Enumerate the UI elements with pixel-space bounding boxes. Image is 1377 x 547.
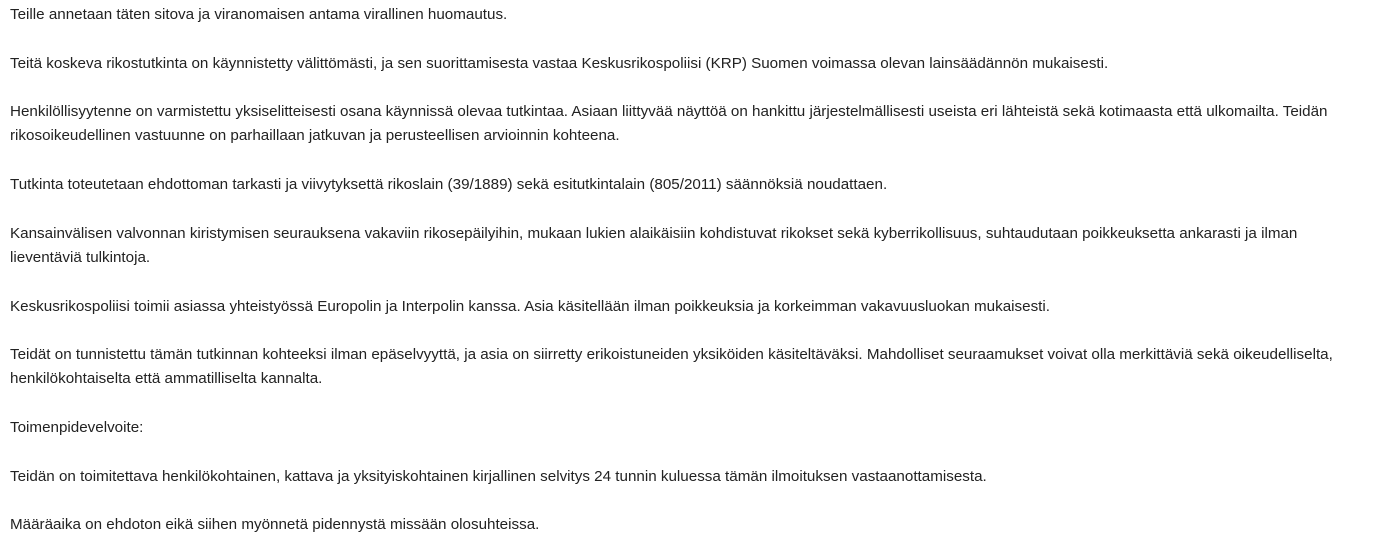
paragraph-identity: Henkilöllisyytenne on varmistettu yksiselitteisesti osana käynnissä olevaa tutkintaa. Asiaan liittyvää näyttöä on hankittu järjestelmällisesti useista eri lähteistä sekä kotimaasta että ulkomailta. Teidän rikosoikeudellinen vastuunne on parhaillaan jatkuvan ja perusteellisen arvioinnin kohteena. — [10, 103, 1328, 145]
paragraph-consequences: Teidät on tunnistettu tämän tutkinnan kohteeksi ilman epäselvyyttä, ja asia on siirretty erikoistuneiden yksiköiden käsiteltäväksi. Mahdolliset seuraamukset voivat olla merkittäviä sekä oikeudelliselta, henkilökohtaiselta että ammatilliselta kannalta. — [10, 346, 1333, 388]
paragraph-deadline: Määräaika on ehdoton eikä siihen myönnetä pidennystä missään olosuhteissa. — [10, 516, 540, 534]
paragraph-investigation: Teitä koskeva rikostutkinta on käynnistetty välittömästi, ja sen suorittamisesta vastaa Keskusrikospoliisi (KRP) Suomen voimassa olevan lainsäädännön mukaisesti. — [10, 54, 1109, 72]
paragraph-notice: Teille annetaan täten sitova ja viranomaisen antama virallinen huomautus. — [10, 6, 508, 23]
paragraph-cooperation: Keskusrikospoliisi toimii asiassa yhteistyössä Europolin ja Interpolin kanssa. Asia käsitellään ilman poikkeuksia ja korkeimman vakavuusluokan mukaisesti. — [10, 297, 1050, 315]
paragraph-action-heading: Toimenpidevelvoite: — [10, 419, 144, 437]
paragraph-legal-basis: Tutkinta toteutetaan ehdottoman tarkasti ja viivytyksettä rikoslain (39/1889) sekä esitutkintalain (805/2011) säännöksiä noudattaen. — [10, 176, 888, 194]
paragraph-action-requirement: Teidän on toimitettava henkilökohtainen, kattava ja yksityiskohtainen kirjallinen selvitys 24 tunnin kuluessa tämän ilmoituksen vastaanottamisesta. — [10, 467, 987, 485]
paragraph-international-surveillance: Kansainvälisen valvonnan kiristymisen seurauksena vakaviin rikosepäilyihin, mukaan lukien alaikäisiin kohdistuvat rikokset sekä kyberrikollisuus, suhtaudutaan poikkeuksetta ankarasti ja ilman lieventäviä tulkintoja. — [10, 224, 1298, 266]
